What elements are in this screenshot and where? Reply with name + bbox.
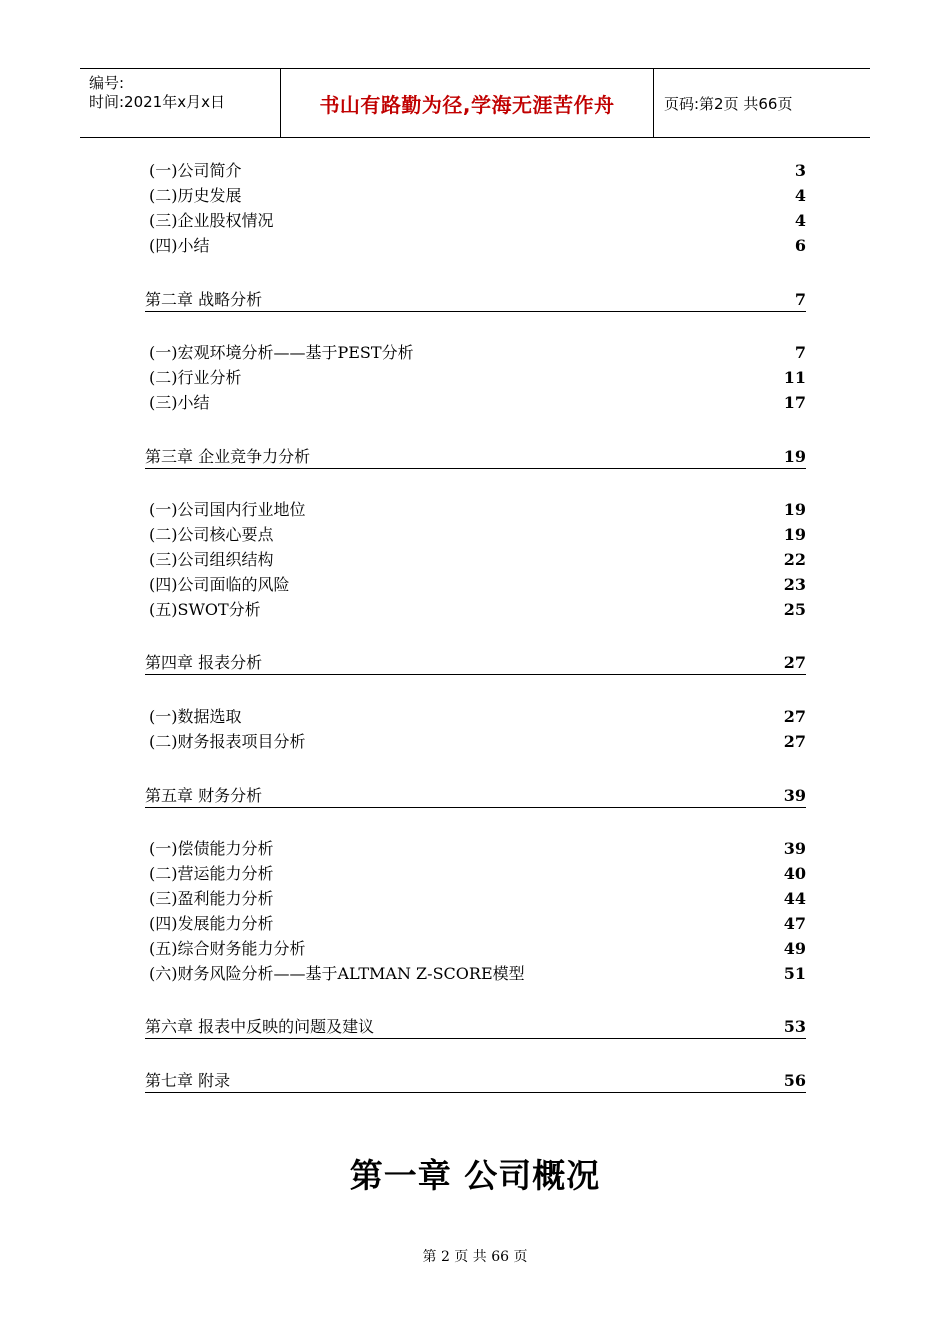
toc-entry-page: 11 xyxy=(783,368,806,387)
toc-entry-page: 56 xyxy=(783,1071,806,1090)
toc-section-entry[interactable] xyxy=(145,185,806,207)
toc-entry-title: (一)宏观环境分析——基于PEST分析 xyxy=(149,343,414,362)
header-page-info: 页码:第2页 共66页 xyxy=(664,94,793,113)
toc-section-entry[interactable] xyxy=(145,210,806,232)
toc-entry-title: (二)营运能力分析 xyxy=(149,864,274,883)
page-header xyxy=(80,68,870,138)
toc-entry-title: (二)行业分析 xyxy=(149,368,242,387)
toc-section-entry[interactable] xyxy=(145,235,806,257)
toc-entry-page: 47 xyxy=(783,914,806,933)
page-footer: 第 2 页 共 66 页 xyxy=(422,1249,528,1265)
toc-entry-page: 27 xyxy=(783,732,806,751)
toc-entry-page: 19 xyxy=(783,525,806,544)
time-label: 时间:2021年x月x日 xyxy=(89,93,225,111)
toc-entry-page: 39 xyxy=(783,786,806,805)
toc-entry-page: 25 xyxy=(783,600,806,619)
toc-entry-page: 27 xyxy=(783,653,806,672)
toc-entry-title: (一)偿债能力分析 xyxy=(149,839,274,858)
toc-section-entry[interactable] xyxy=(145,888,806,910)
toc-entry-title: 第五章 财务分析 xyxy=(145,786,263,805)
toc-section-entry[interactable] xyxy=(145,549,806,571)
toc-chapter-entry[interactable] xyxy=(145,652,806,675)
toc-chapter-entry[interactable] xyxy=(145,289,806,312)
toc-entry-title: 第二章 战略分析 xyxy=(145,290,263,309)
toc-entry-title: (二)公司核心要点 xyxy=(149,525,274,544)
toc-entry-page: 17 xyxy=(783,393,806,412)
toc-section-entry[interactable] xyxy=(145,963,806,985)
toc-entry-title: (三)企业股权情况 xyxy=(149,211,274,230)
toc-entry-page: 39 xyxy=(783,839,806,858)
toc-section-entry[interactable] xyxy=(145,367,806,389)
toc-section-entry[interactable] xyxy=(145,599,806,621)
toc-section-entry[interactable] xyxy=(145,913,806,935)
toc-entry-page: 4 xyxy=(794,186,806,205)
toc-entry-page: 27 xyxy=(783,707,806,726)
toc-chapter-entry[interactable] xyxy=(145,785,806,808)
toc-entry-page: 4 xyxy=(794,211,806,230)
toc-entry-page: 49 xyxy=(783,939,806,958)
toc-entry-page: 23 xyxy=(783,575,806,594)
toc-entry-page: 19 xyxy=(783,500,806,519)
toc-entry-page: 3 xyxy=(794,161,806,180)
toc-entry-page: 7 xyxy=(794,343,806,362)
toc-entry-title: (一)公司简介 xyxy=(149,161,242,180)
toc-chapter-entry[interactable] xyxy=(145,1070,806,1093)
header-meta-cell xyxy=(80,69,281,137)
toc-section-entry[interactable] xyxy=(145,342,806,364)
toc-section-entry[interactable] xyxy=(145,938,806,960)
toc-entry-title: (四)公司面临的风险 xyxy=(149,575,290,594)
toc-chapter-entry[interactable] xyxy=(145,1016,806,1039)
toc-entry-title: 第七章 附录 xyxy=(145,1071,231,1090)
toc-section-entry[interactable] xyxy=(145,731,806,753)
toc-entry-page: 53 xyxy=(783,1017,806,1036)
toc-section-entry[interactable] xyxy=(145,574,806,596)
toc-entry-page: 7 xyxy=(794,290,806,309)
toc-entry-title: (三)公司组织结构 xyxy=(149,550,274,569)
toc-entry-title: (二)历史发展 xyxy=(149,186,242,205)
number-label: 编号: xyxy=(89,74,125,92)
toc-entry-title: 第四章 报表分析 xyxy=(145,653,263,672)
toc-entry-title: (四)发展能力分析 xyxy=(149,914,274,933)
toc-section-entry[interactable] xyxy=(145,160,806,182)
toc-section-entry[interactable] xyxy=(145,838,806,860)
toc-entry-page: 22 xyxy=(783,550,806,569)
toc-entry-page: 19 xyxy=(783,447,806,466)
toc-entry-title: 第六章 报表中反映的问题及建议 xyxy=(145,1017,375,1036)
toc-entry-title: (二)财务报表项目分析 xyxy=(149,732,306,751)
toc-chapter-entry[interactable] xyxy=(145,446,806,469)
toc-entry-title: (一)公司国内行业地位 xyxy=(149,500,306,519)
toc-entry-title: (六)财务风险分析——基于ALTMAN Z-SCORE模型 xyxy=(149,964,525,983)
toc-entry-page: 40 xyxy=(783,864,806,883)
toc-entry-page: 6 xyxy=(794,236,806,255)
chapter-title: 第一章 公司概况 xyxy=(349,1156,601,1195)
toc-section-entry[interactable] xyxy=(145,499,806,521)
toc-entry-title: (五)综合财务能力分析 xyxy=(149,939,306,958)
toc-entry-title: (一)数据选取 xyxy=(149,707,242,726)
toc-section-entry[interactable] xyxy=(145,524,806,546)
toc-entry-title: (三)盈利能力分析 xyxy=(149,889,274,908)
toc-section-entry[interactable] xyxy=(145,706,806,728)
toc-entry-title: (三)小结 xyxy=(149,393,210,412)
toc-entry-title: 第三章 企业竞争力分析 xyxy=(145,447,311,466)
toc-section-entry[interactable] xyxy=(145,863,806,885)
toc-entry-title: (五)SWOT分析 xyxy=(149,600,261,619)
toc-entry-page: 51 xyxy=(783,964,806,983)
toc-section-entry[interactable] xyxy=(145,392,806,414)
toc-entry-page: 44 xyxy=(783,889,806,908)
toc-entry-title: (四)小结 xyxy=(149,236,210,255)
header-motto: 书山有路勤为径,学海无涯苦作舟 xyxy=(281,69,654,137)
